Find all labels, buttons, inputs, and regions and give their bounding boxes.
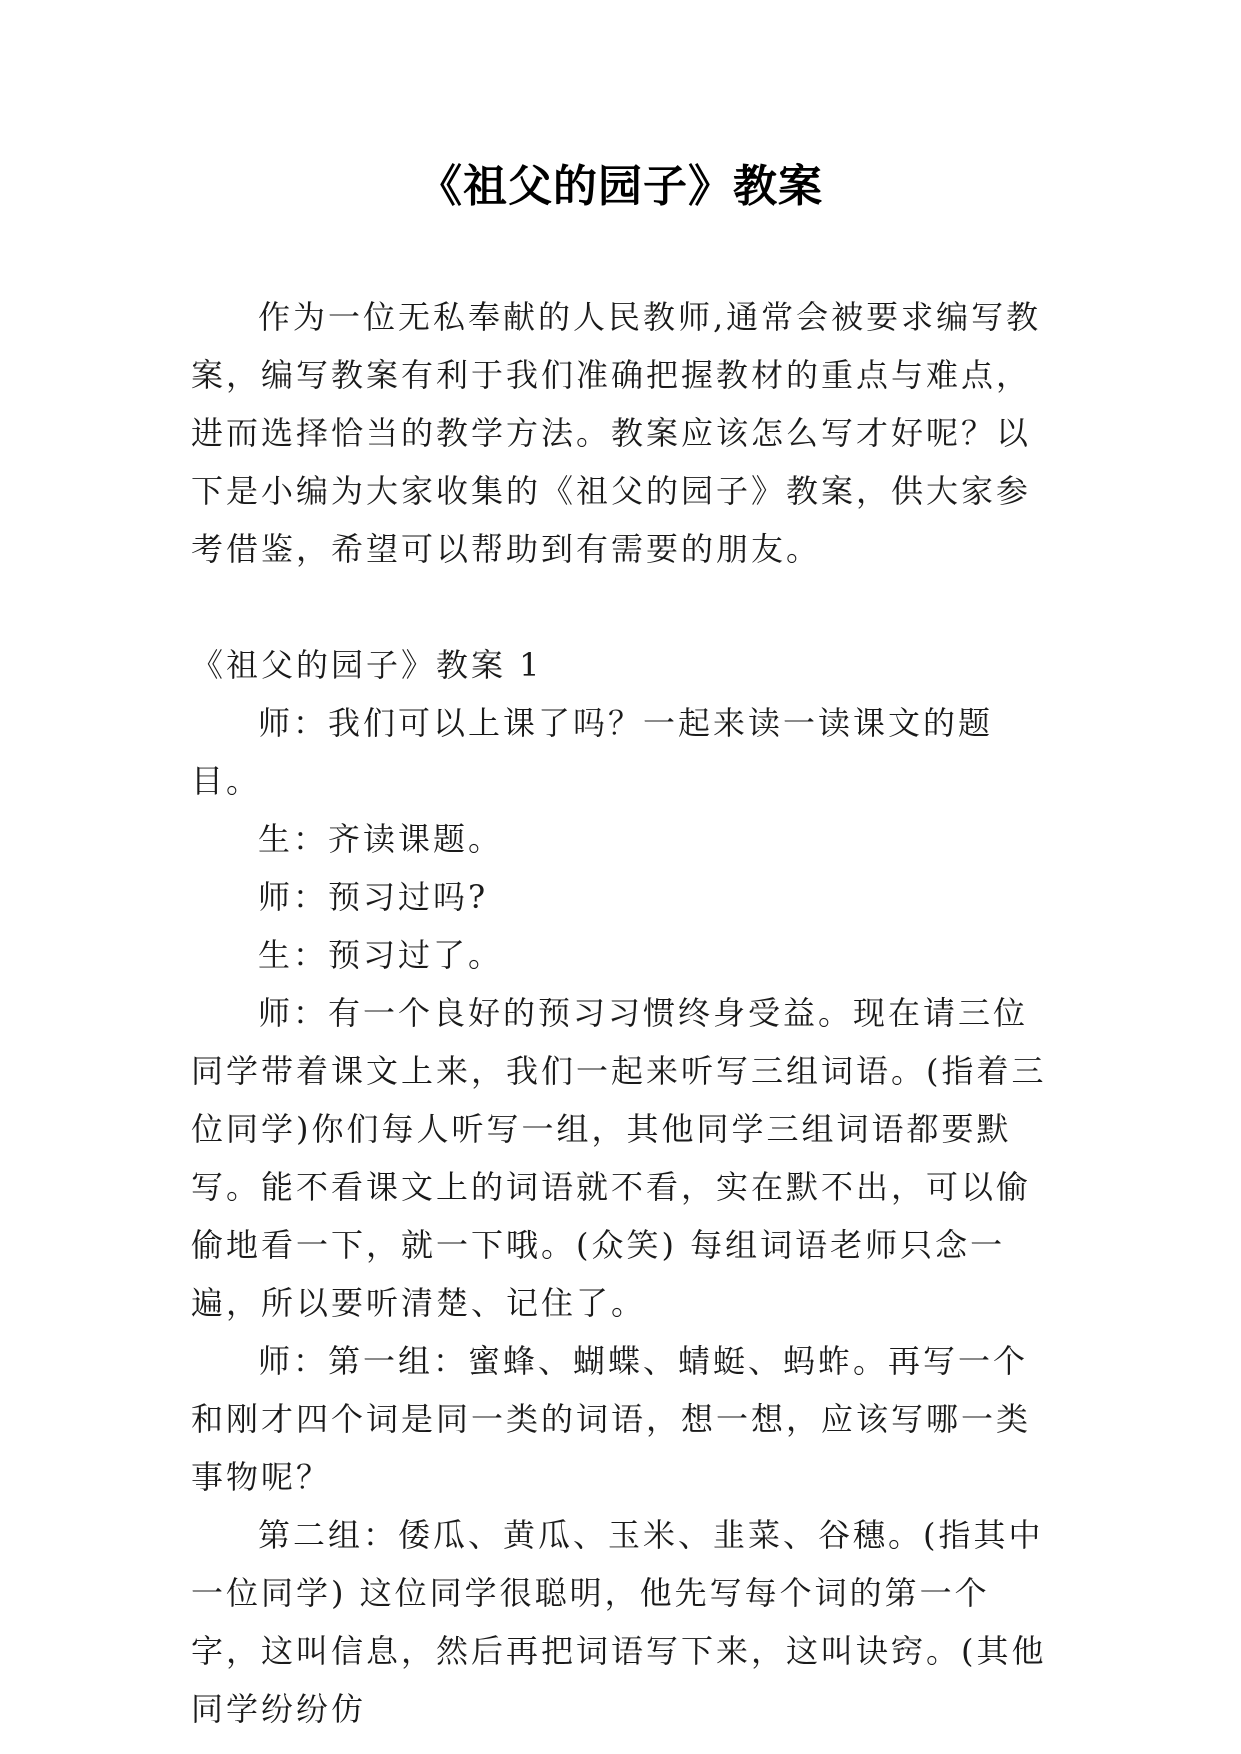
dialogue-paragraph: 第二组：倭瓜、黄瓜、玉米、韭菜、谷穗。(指其中一位同学) 这位同学很聪明，他先写每个词的第一个字，这叫信息，然后再把词语写下来，这叫诀窍。(其他同学纷纷仿: [191, 1516, 1047, 1728]
document-title: 《祖父的园子》教案: [418, 161, 823, 212]
document-body: [191, 288, 1053, 1738]
section-heading: 《祖父的园子》教案 1: [191, 646, 543, 684]
intro-paragraph: 作为一位无私奉献的人民教师,通常会被要求编写教案，编写教案有利于我们准确把握教材的重点与难点，进而选择恰当的教学方法。教案应该怎么写才好呢？以下是小编为大家收集的《祖父的园子》教案，供大家参考借鉴，希望可以帮助到有需要的朋友。: [191, 298, 1042, 568]
dialogue-paragraph: 生：齐读课题。: [258, 820, 504, 858]
paragraph-gap: [191, 578, 1053, 636]
dialogue-paragraph: 师：有一个良好的预习习惯终身受益。现在请三位同学带着课文上来，我们一起来听写三组词语。(指着三位同学)你们每人听写一组，其他同学三组词语都要默写。能不看课文上的词语就不看，实在默不出，可以偷偷地看一下，就一下哦。(众笑) 每组词语老师只念一遍，所以要听清楚、记住了。: [191, 994, 1047, 1322]
dialogue-paragraph: 师：我们可以上课了吗？一起来读一读课文的题目。: [191, 704, 994, 800]
dialogue-paragraph: 师：第一组：蜜蜂、蝴蝶、蜻蜓、蚂蚱。再写一个和刚才四个词是同一类的词语，想一想，应该写哪一类事物呢？: [191, 1342, 1032, 1496]
dialogue-paragraph: 生：预习过了。: [258, 936, 504, 974]
dialogue-paragraph: 师：预习过吗?: [258, 878, 489, 916]
